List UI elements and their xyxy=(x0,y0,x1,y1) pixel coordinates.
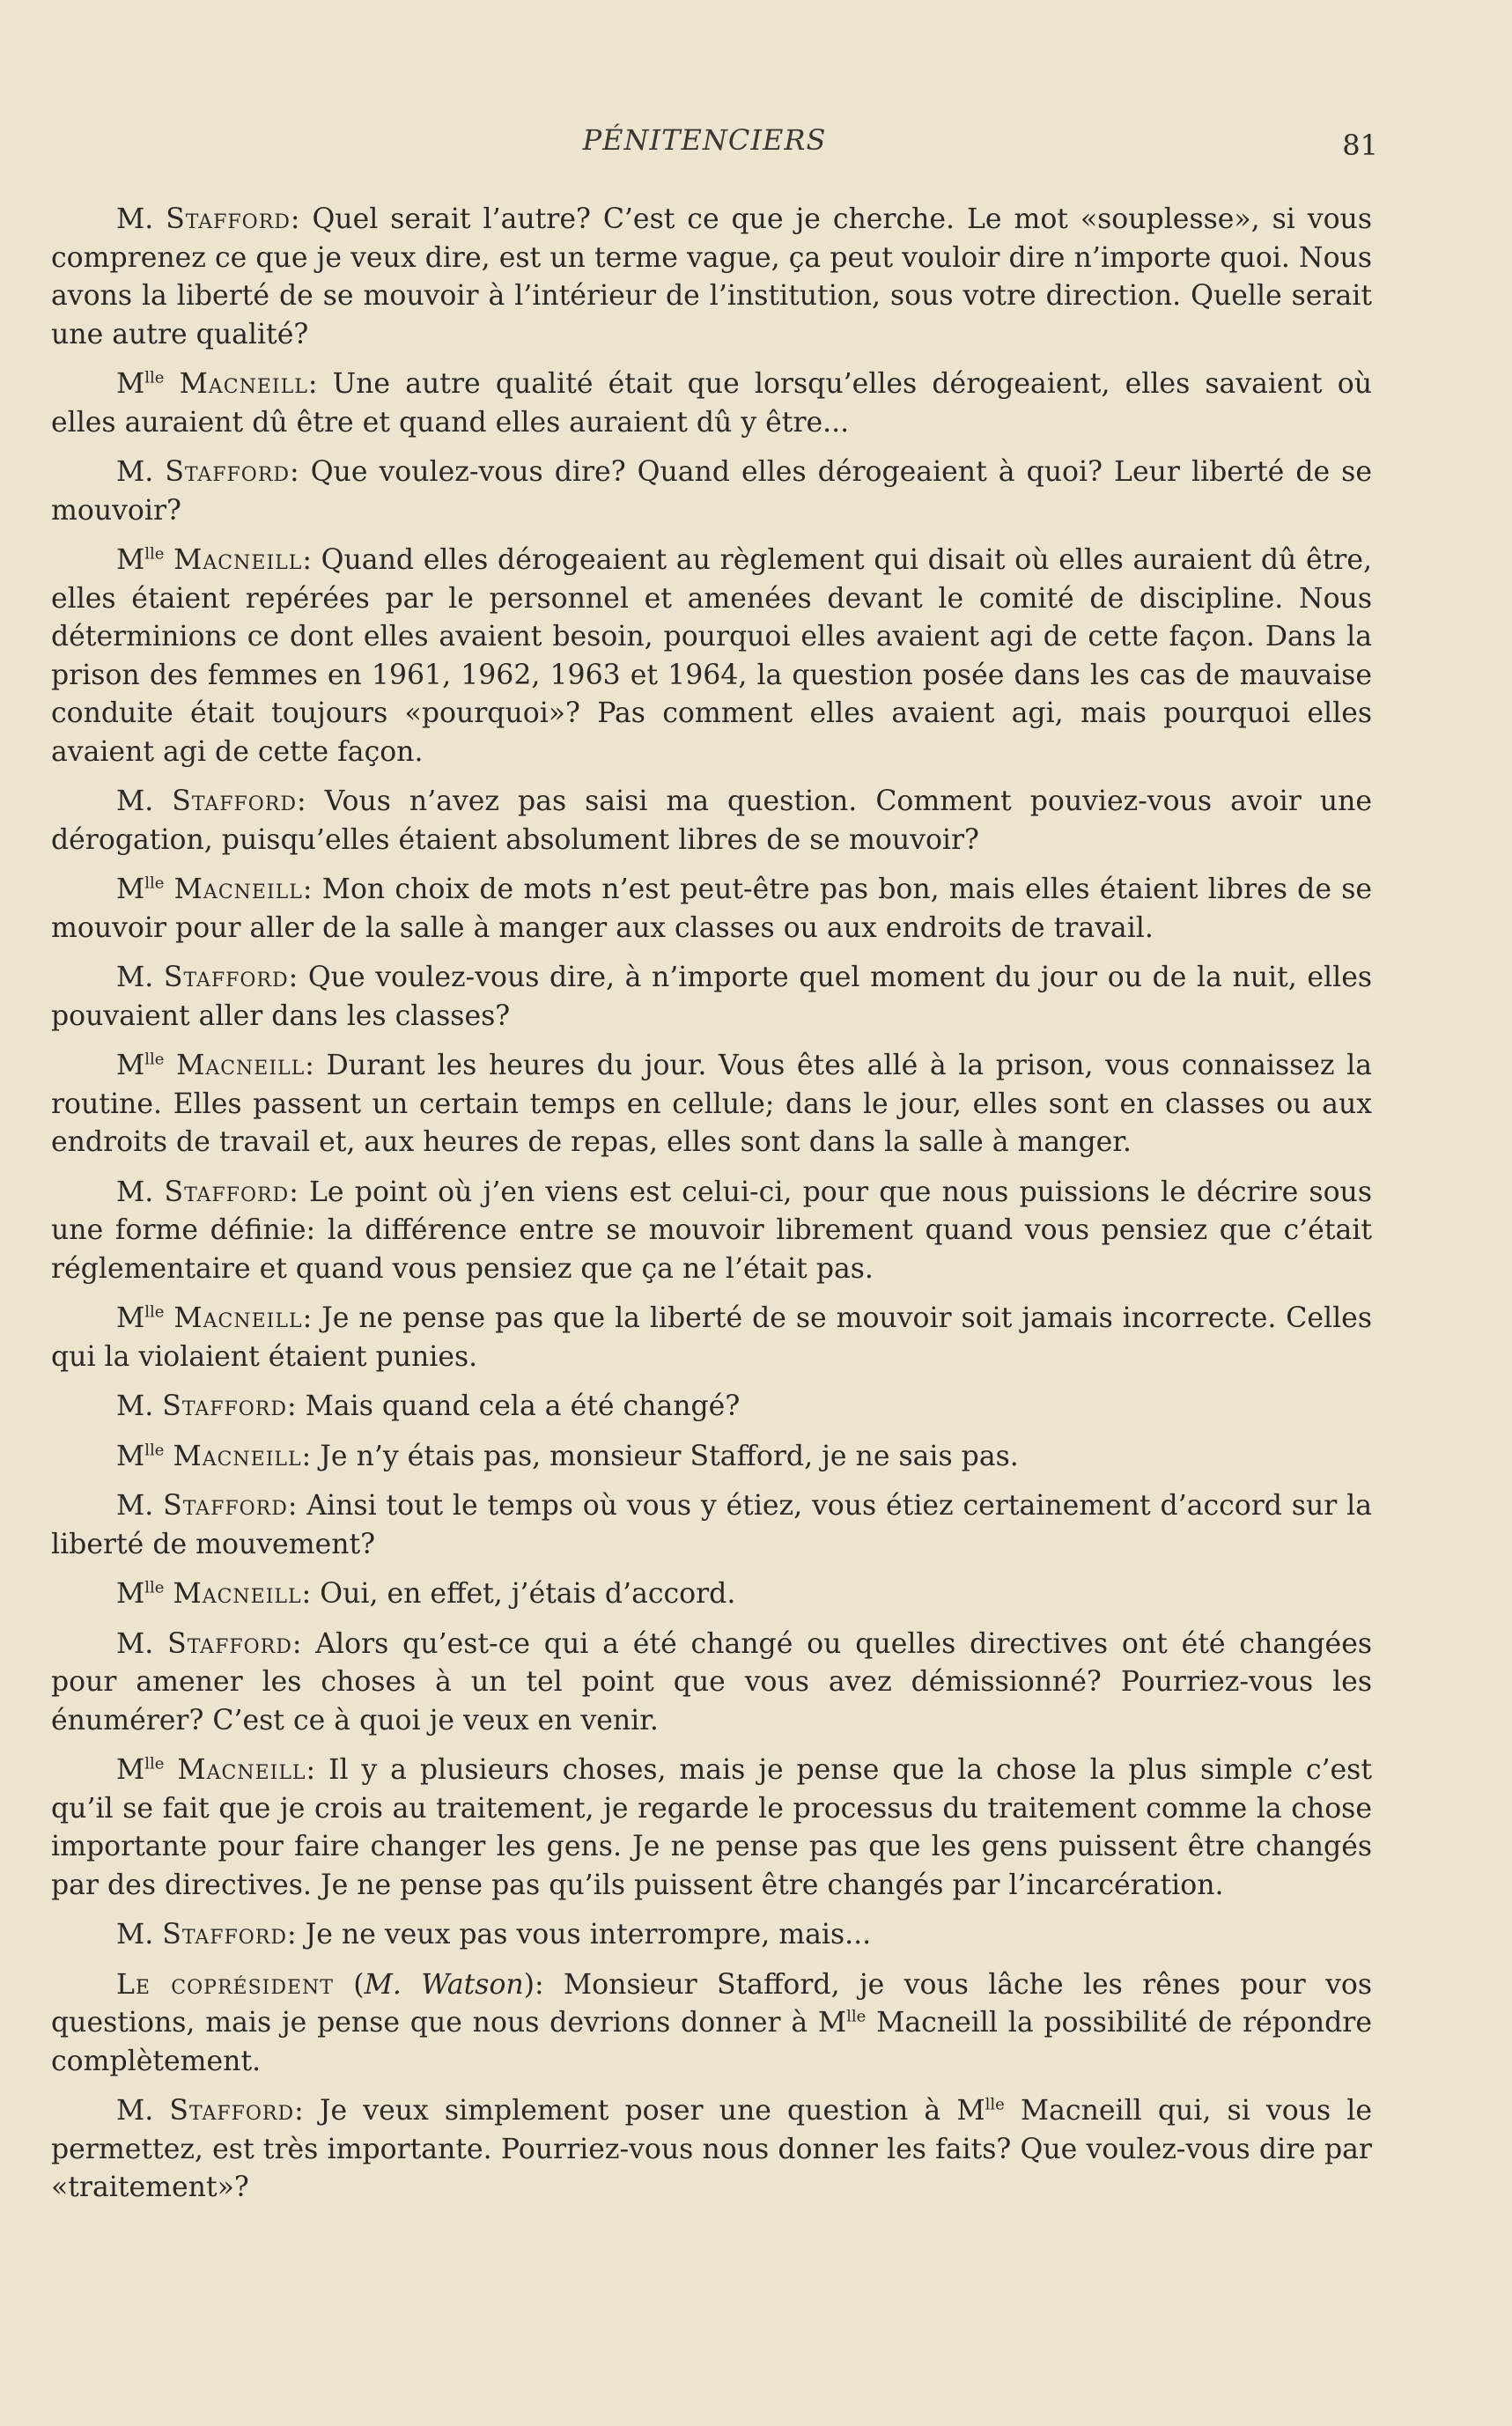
dialogue-paragraph xyxy=(51,1438,1372,1477)
paragraph-text: : Vous n’avez pas saisi ma question. Comment pouviez-vous avoir une dérogation, puisqu’elles étaient absolument libres de se mouvoir? xyxy=(51,785,1372,856)
honorific: M. xyxy=(116,1176,154,1208)
paragraph-text: : Ainsi tout le temps où vous y étiez, vous étiez certainement d’accord sur la liberté de mouvement? xyxy=(51,1490,1373,1560)
honorific: M. xyxy=(116,1390,154,1422)
paragraph-text: : Quel serait l’autre? C’est ce que je cherche. Le mot «souplesse», si vous comprenez ce que je veux dire, est un terme vague, ça peut vouloir dire n’importe quoi. Nous avons la liberté de se mouvoir à l’intérieur de l’institution, sous votre direction. Quelle serait une autre qualité? xyxy=(51,203,1372,350)
dialogue-paragraph xyxy=(51,1047,1372,1162)
honorific-superscript: lle xyxy=(144,1441,165,1459)
speaker-name: Stafford xyxy=(167,1627,292,1660)
honorific: M xyxy=(116,544,145,576)
paragraph-text: : Durant les heures du jour. Vous êtes allé à la prison, vous connaissez la routine. Elles passent un certain temps en cellule; dans le jour, elles sont en classes ou aux endroits de travail et, aux heures de repas, elles sont dans la salle à manger. xyxy=(51,1050,1373,1158)
dialogue-paragraph xyxy=(51,201,1372,354)
speaker-name: Stafford xyxy=(162,1919,288,1950)
speaker-name: Stafford xyxy=(172,785,298,817)
honorific-superscript: lle xyxy=(144,1050,165,1069)
speaker-name: Stafford xyxy=(169,2095,295,2127)
speaker-name: Stafford xyxy=(163,1490,288,1522)
body-text xyxy=(51,201,1372,2219)
running-title: PÉNITENCIERS xyxy=(582,123,827,157)
dialogue-paragraph xyxy=(51,783,1372,859)
honorific-superscript: lle xyxy=(985,2095,1005,2114)
paragraph-text: : Il y a plusieurs choses, mais je pense que la chose la plus simple c’est qu’il se fait que je crois au traitement, je regarde le processus du traitement comme la chose importante pour faire changer les gens. Je ne pense pas que les gens puissent être changés par des directives. Je ne pense pas qu’ils puissent être changés par l’incarcération. xyxy=(51,1754,1373,1901)
honorific: M xyxy=(116,368,145,400)
honorific: M xyxy=(116,874,145,905)
honorific: M xyxy=(116,1754,145,1786)
honorific: M xyxy=(116,1440,145,1472)
honorific: M. xyxy=(116,962,154,993)
honorific-superscript: lle xyxy=(144,1302,165,1322)
honorific-superscript: lle xyxy=(144,1578,165,1597)
speaker-name: Macneill xyxy=(173,1578,302,1610)
speaker-name: Stafford xyxy=(162,1390,288,1422)
dialogue-paragraph xyxy=(51,871,1372,948)
honorific: M. xyxy=(116,1627,154,1660)
speaker-name: Stafford xyxy=(164,1176,290,1208)
dialogue-paragraph xyxy=(51,1626,1372,1741)
speaker-name: Stafford xyxy=(165,456,291,488)
paren-open: ( xyxy=(333,1968,365,2001)
dialogue-paragraph xyxy=(51,1174,1372,1289)
honorific-superscript: lle xyxy=(144,368,165,387)
paragraph-text: : Mon choix de mots n’est peut-être pas bon, mais elles étaient libres de se mouvoir pour aller de la salle à manger aux classes ou aux endroits de travail. xyxy=(51,874,1373,944)
honorific: M. xyxy=(116,456,154,488)
dialogue-paragraph xyxy=(51,1916,1372,1955)
paragraph-text: : Je ne veux pas vous interrompre, mais... xyxy=(287,1919,872,1950)
copresident-role: Le coprésident xyxy=(116,1968,334,2001)
speaker-name: Macneill xyxy=(173,1440,302,1472)
dialogue-paragraph xyxy=(51,453,1372,530)
paragraph-text: : Que voulez-vous dire? Quand elles dérogeaient à quoi? Leur liberté de se mouvoir? xyxy=(51,456,1372,527)
paragraph-text: : Le point où j’en viens est celui-ci, pour que nous puissions le décrire sous une forme définie: la différence entre se mouvoir librement quand vous pensiez que c’était réglementaire et quand vous pensiez que ça ne l’était pas. xyxy=(51,1176,1372,1285)
speaker-name: Macneill xyxy=(179,368,308,400)
paragraph-text: : Quand elles dérogeaient au règlement qui disait où elles auraient dû être, elles étaient repérées par le personnel et amenées devant le comité de discipline. Nous déterminions ce dont elles avaient besoin, pourquoi elles avaient agi de cette façon. Dans la prison des femmes en 1961, 1962, 1963 et 1964, la question posée dans les cas de mauvaise conduite était toujours «pourquoi»? Pas comment elles avaient agi, mais pourquoi elles avaient agi de cette façon. xyxy=(51,544,1372,768)
copresident-paragraph xyxy=(51,1966,1372,2082)
paragraph-text: : Je veux simplement poser une question à M xyxy=(294,2095,985,2127)
page-header xyxy=(0,123,1512,167)
honorific-superscript: lle xyxy=(846,2007,867,2026)
paragraph-text: ): Monsieur Stafford, je vous lâche les rênes pour vos questions, mais je pense que nous devrions donner à M xyxy=(51,1968,1372,2039)
speaker-name: Macneill xyxy=(173,1302,303,1334)
paragraph-text: Macneill la possibilité de répondre complètement. xyxy=(51,2007,1372,2077)
dialogue-paragraph xyxy=(51,1487,1372,1564)
speaker-name: Macneill xyxy=(177,1754,306,1786)
honorific: M xyxy=(116,1302,145,1334)
speaker-name: Macneill xyxy=(173,544,303,576)
paragraph-text: Macneill qui, si vous le permettez, est très importante. Pourriez-vous nous donner les faits? Que voulez-vous dire par «traitement»? xyxy=(51,2095,1372,2203)
honorific-superscript: lle xyxy=(144,544,165,564)
honorific: M xyxy=(116,1578,145,1610)
honorific: M. xyxy=(116,1919,154,1950)
dialogue-paragraph xyxy=(51,1388,1372,1427)
paragraph-text: : Oui, en effet, j’étais d’accord. xyxy=(301,1578,736,1610)
speaker-name: Macneill xyxy=(173,874,303,905)
honorific: M. xyxy=(116,2095,154,2127)
paragraph-text: : Je n’y étais pas, monsieur Stafford, je ne sais pas. xyxy=(301,1440,1019,1472)
speaker-name: Macneill xyxy=(176,1050,306,1081)
page-number: 81 xyxy=(1342,129,1378,162)
honorific: M. xyxy=(116,1490,154,1522)
copresident-name: M. Watson xyxy=(364,1968,524,2001)
dialogue-paragraph xyxy=(51,1300,1372,1376)
dialogue-paragraph xyxy=(51,365,1372,442)
speaker-name: Stafford xyxy=(163,962,289,993)
honorific: M xyxy=(116,1050,145,1081)
dialogue-paragraph xyxy=(51,959,1372,1036)
honorific-superscript: lle xyxy=(144,874,165,893)
paragraph-text: : Alors qu’est-ce qui a été changé ou quelles directives ont été changées pour amener les choses à un tel point que vous avez démissionné? Pourriez-vous les énumérer? C’est ce à quoi je veux en venir. xyxy=(51,1627,1373,1737)
honorific: M. xyxy=(116,785,154,817)
speaker-name: Stafford xyxy=(166,203,291,235)
honorific: M. xyxy=(116,203,154,235)
paragraph-text: : Une autre qualité était que lorsqu’elles dérogeaient, elles savaient où elles auraient dû être et quand elles auraient dû y être... xyxy=(51,368,1372,439)
paragraph-text: : Mais quand cela a été changé? xyxy=(287,1390,741,1422)
paragraph-text: : Que voulez-vous dire, à n’importe quel moment du jour ou de la nuit, elles pouvaient aller dans les classes? xyxy=(51,962,1372,1032)
dialogue-paragraph xyxy=(51,2092,1372,2208)
honorific-superscript: lle xyxy=(144,1754,165,1773)
dialogue-paragraph xyxy=(51,1575,1372,1614)
paragraph-text: : Je ne pense pas que la liberté de se mouvoir soit jamais incorrecte. Celles qui la violaient étaient punies. xyxy=(51,1302,1372,1373)
dialogue-paragraph xyxy=(51,542,1372,771)
dialogue-paragraph xyxy=(51,1751,1372,1905)
